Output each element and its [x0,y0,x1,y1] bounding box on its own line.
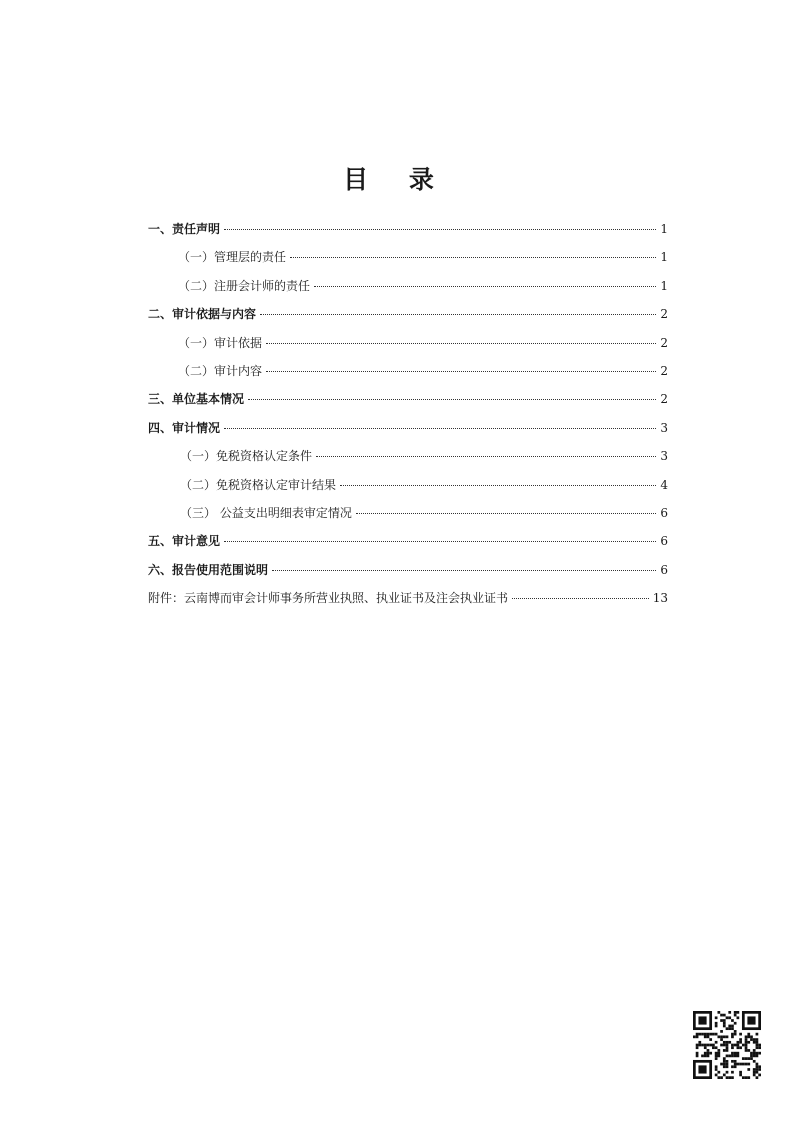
toc-entry [148,447,668,475]
toc-entry-page: 2 [660,307,668,322]
toc-entry-page: 1 [660,222,668,236]
toc-entry [148,589,668,617]
toc-entry-page: 13 [652,591,668,606]
toc-entry-label: 一、责任声明 [148,222,221,236]
toc-entry-label: 二、审计依据与内容 [148,307,257,322]
page-title: 目 录 [343,165,450,194]
toc-entry-page: 6 [660,534,668,549]
toc-entry-label: （一）审计依据 [178,335,263,350]
toc-entry [148,532,668,560]
toc-entry-page: 2 [660,392,668,407]
toc-leader-dots [340,485,656,486]
toc-leader-dots [512,598,649,599]
toc-leader-dots [224,229,656,230]
toc-leader-dots [224,541,656,542]
toc-entry-page: 6 [660,505,668,520]
toc-entry-label: 附件：云南博而审会计师事务所营业执照、执业证书及注会执业证书 [148,591,509,606]
toc-entry [148,476,668,504]
toc-leader-dots [224,428,656,429]
toc-entry-page: 2 [660,363,668,378]
toc-leader-dots [314,286,656,287]
toc-entry-page: 4 [660,477,668,492]
toc-leader-dots [316,456,656,457]
toc-entry-label: 四、审计情况 [148,420,221,435]
toc-entry-page: 1 [660,250,668,265]
toc-entry [148,362,668,390]
toc-entry-page: 2 [660,335,668,350]
toc-entry [148,334,668,362]
toc-entry-label: （一）管理层的责任 [178,250,287,265]
toc-entry [148,220,668,248]
toc-entry [148,390,668,418]
toc-entry-label: （二）免税资格认定审计结果 [180,477,337,492]
toc-entry [148,305,668,333]
toc-entry-label: （二）注册会计师的责任 [178,278,311,293]
toc-entry-page: 3 [660,420,668,435]
toc-leader-dots [356,513,657,514]
toc-leader-dots [266,343,656,344]
toc-entry-label: （三） 公益支出明细表审定情况 [180,505,352,520]
toc-entry [148,248,668,276]
toc-entry [148,419,668,447]
toc-leader-dots [248,399,656,400]
toc-entry [148,277,668,305]
toc-entry-label: 六、报告使用范围说明 [148,562,269,577]
toc-entry [148,561,668,589]
toc-leader-dots [272,570,656,571]
toc-entry-page: 6 [660,562,668,577]
toc-entry [148,504,668,532]
toc-entry-page: 1 [660,278,668,293]
table-of-contents [148,220,668,617]
toc-entry-label: 五、审计意见 [148,534,221,549]
toc-entry-page: 3 [660,449,668,464]
toc-entry-label: （一）免税资格认定条件 [180,449,313,464]
toc-entry-label: 三、单位基本情况 [148,392,245,407]
toc-leader-dots [260,314,656,315]
toc-leader-dots [290,257,656,258]
toc-leader-dots [266,371,656,372]
toc-entry-label: （二）审计内容 [178,363,263,378]
qr-code-icon [693,1011,761,1079]
